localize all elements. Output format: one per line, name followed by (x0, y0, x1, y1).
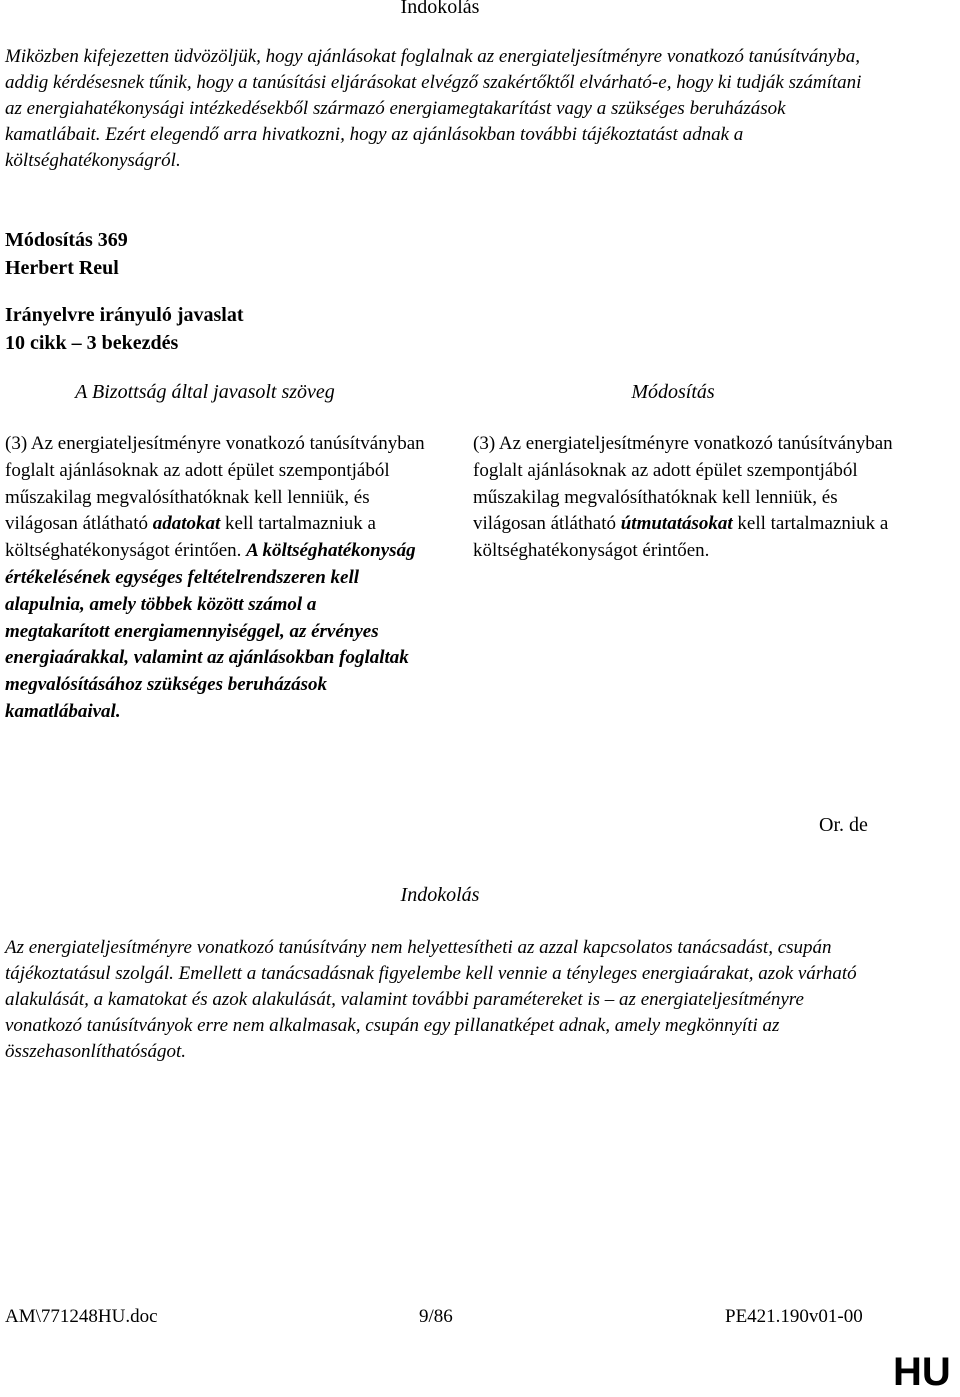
amendment-number: Módosítás 369 (5, 229, 128, 251)
commission-text-part1: (3) Az energiateljesítményre vonatkozó tanúsítványban foglalt ajánlásoknak az adott épület szempontjából műszakilag megvalósíthatóknak kell lenniük, és világosan átlátható (5, 433, 425, 535)
amendment-text-part1: (3) Az energiateljesítményre vonatkozó tanúsítványban foglalt ajánlásoknak az adott épület szempontjából műszakilag megvalósíthatóknak kell lenniük, és világosan átlátható (473, 433, 893, 535)
footer-doc-ref: AM\771248HU.doc (5, 1306, 158, 1327)
amendment-text-emphasis: útmutatásokat (620, 513, 733, 535)
top-heading: Indokolás (400, 0, 480, 18)
footer-pe-ref: PE421.190v01-00 (725, 1306, 863, 1327)
amendment-header (5, 226, 128, 282)
right-column-title: Módosítás (631, 381, 715, 403)
amendment-target (5, 301, 244, 357)
article-reference: 10 cikk – 3 bekezdés (5, 332, 179, 354)
commission-text-deleted: A költséghatékonyság értékelésének egységes feltételrendszeren kell alapulnia, amely többek között számol a megtakarított energiamennyiséggel, az érvényes energiaárakkal, valamint az ajánlásokban foglaltak megvalósításához szükséges beruházások kamatlábaival. (5, 540, 416, 722)
justification-heading: Indokolás (400, 884, 480, 906)
commission-text-emphasis: adatokat (152, 513, 221, 535)
justification-paragraph: Az energiateljesítményre vonatkozó tanúsítvány nem helyettesítheti az azzal kapcsolatos tanácsadást, csupán tájékoztatásul szolgál. Emellett a tanácsadásnak figyelembe kell vennie a tényleges energiaárakat, azok várható alakulását, a kamatokat és azok alakulását, valamint további paramétereket is – az energiateljesítményre vonatkozó tanúsítványok erre nem alkalmasak, csupán egy pillanatképet adnak, amely megkönnyíti az összehasonlíthatóságot. (5, 937, 857, 1062)
amendment-text-part2: kell tartalmazniuk a költséghatékonyságot érintően. (473, 513, 889, 562)
commission-text (5, 431, 425, 726)
left-column-title: A Bizottság által javasolt szöveg (75, 381, 335, 403)
commission-text-part2: kell tartalmazniuk a költséghatékonyságot érintően. (5, 513, 376, 562)
intro-paragraph: Miközben kifejezetten üdvözöljük, hogy ajánlásokat foglalnak az energiateljesítményre vonatkozó tanúsítványba, addig kérdésesnek tűnik, hogy a tanúsítási eljárásokat elvégző szakértőktől elvárható-e, hogy ki tudják számítani az energiahatékonysági intézkedésekből származó energiamegtakarítást vagy a szükséges beruházások kamatlábait. Ezért elegendő arra hivatkozni, hogy az ajánlásokban további tájékoztatást adnak a költséghatékonyságról. (5, 46, 862, 171)
amendment-author: Herbert Reul (5, 257, 119, 279)
footer-page-number: 9/86 (419, 1306, 453, 1327)
amendment-text (473, 431, 893, 565)
original-language: Or. de (819, 814, 868, 836)
proposal-type: Irányelvre irányuló javaslat (5, 304, 244, 326)
language-code: HU (893, 1350, 951, 1394)
